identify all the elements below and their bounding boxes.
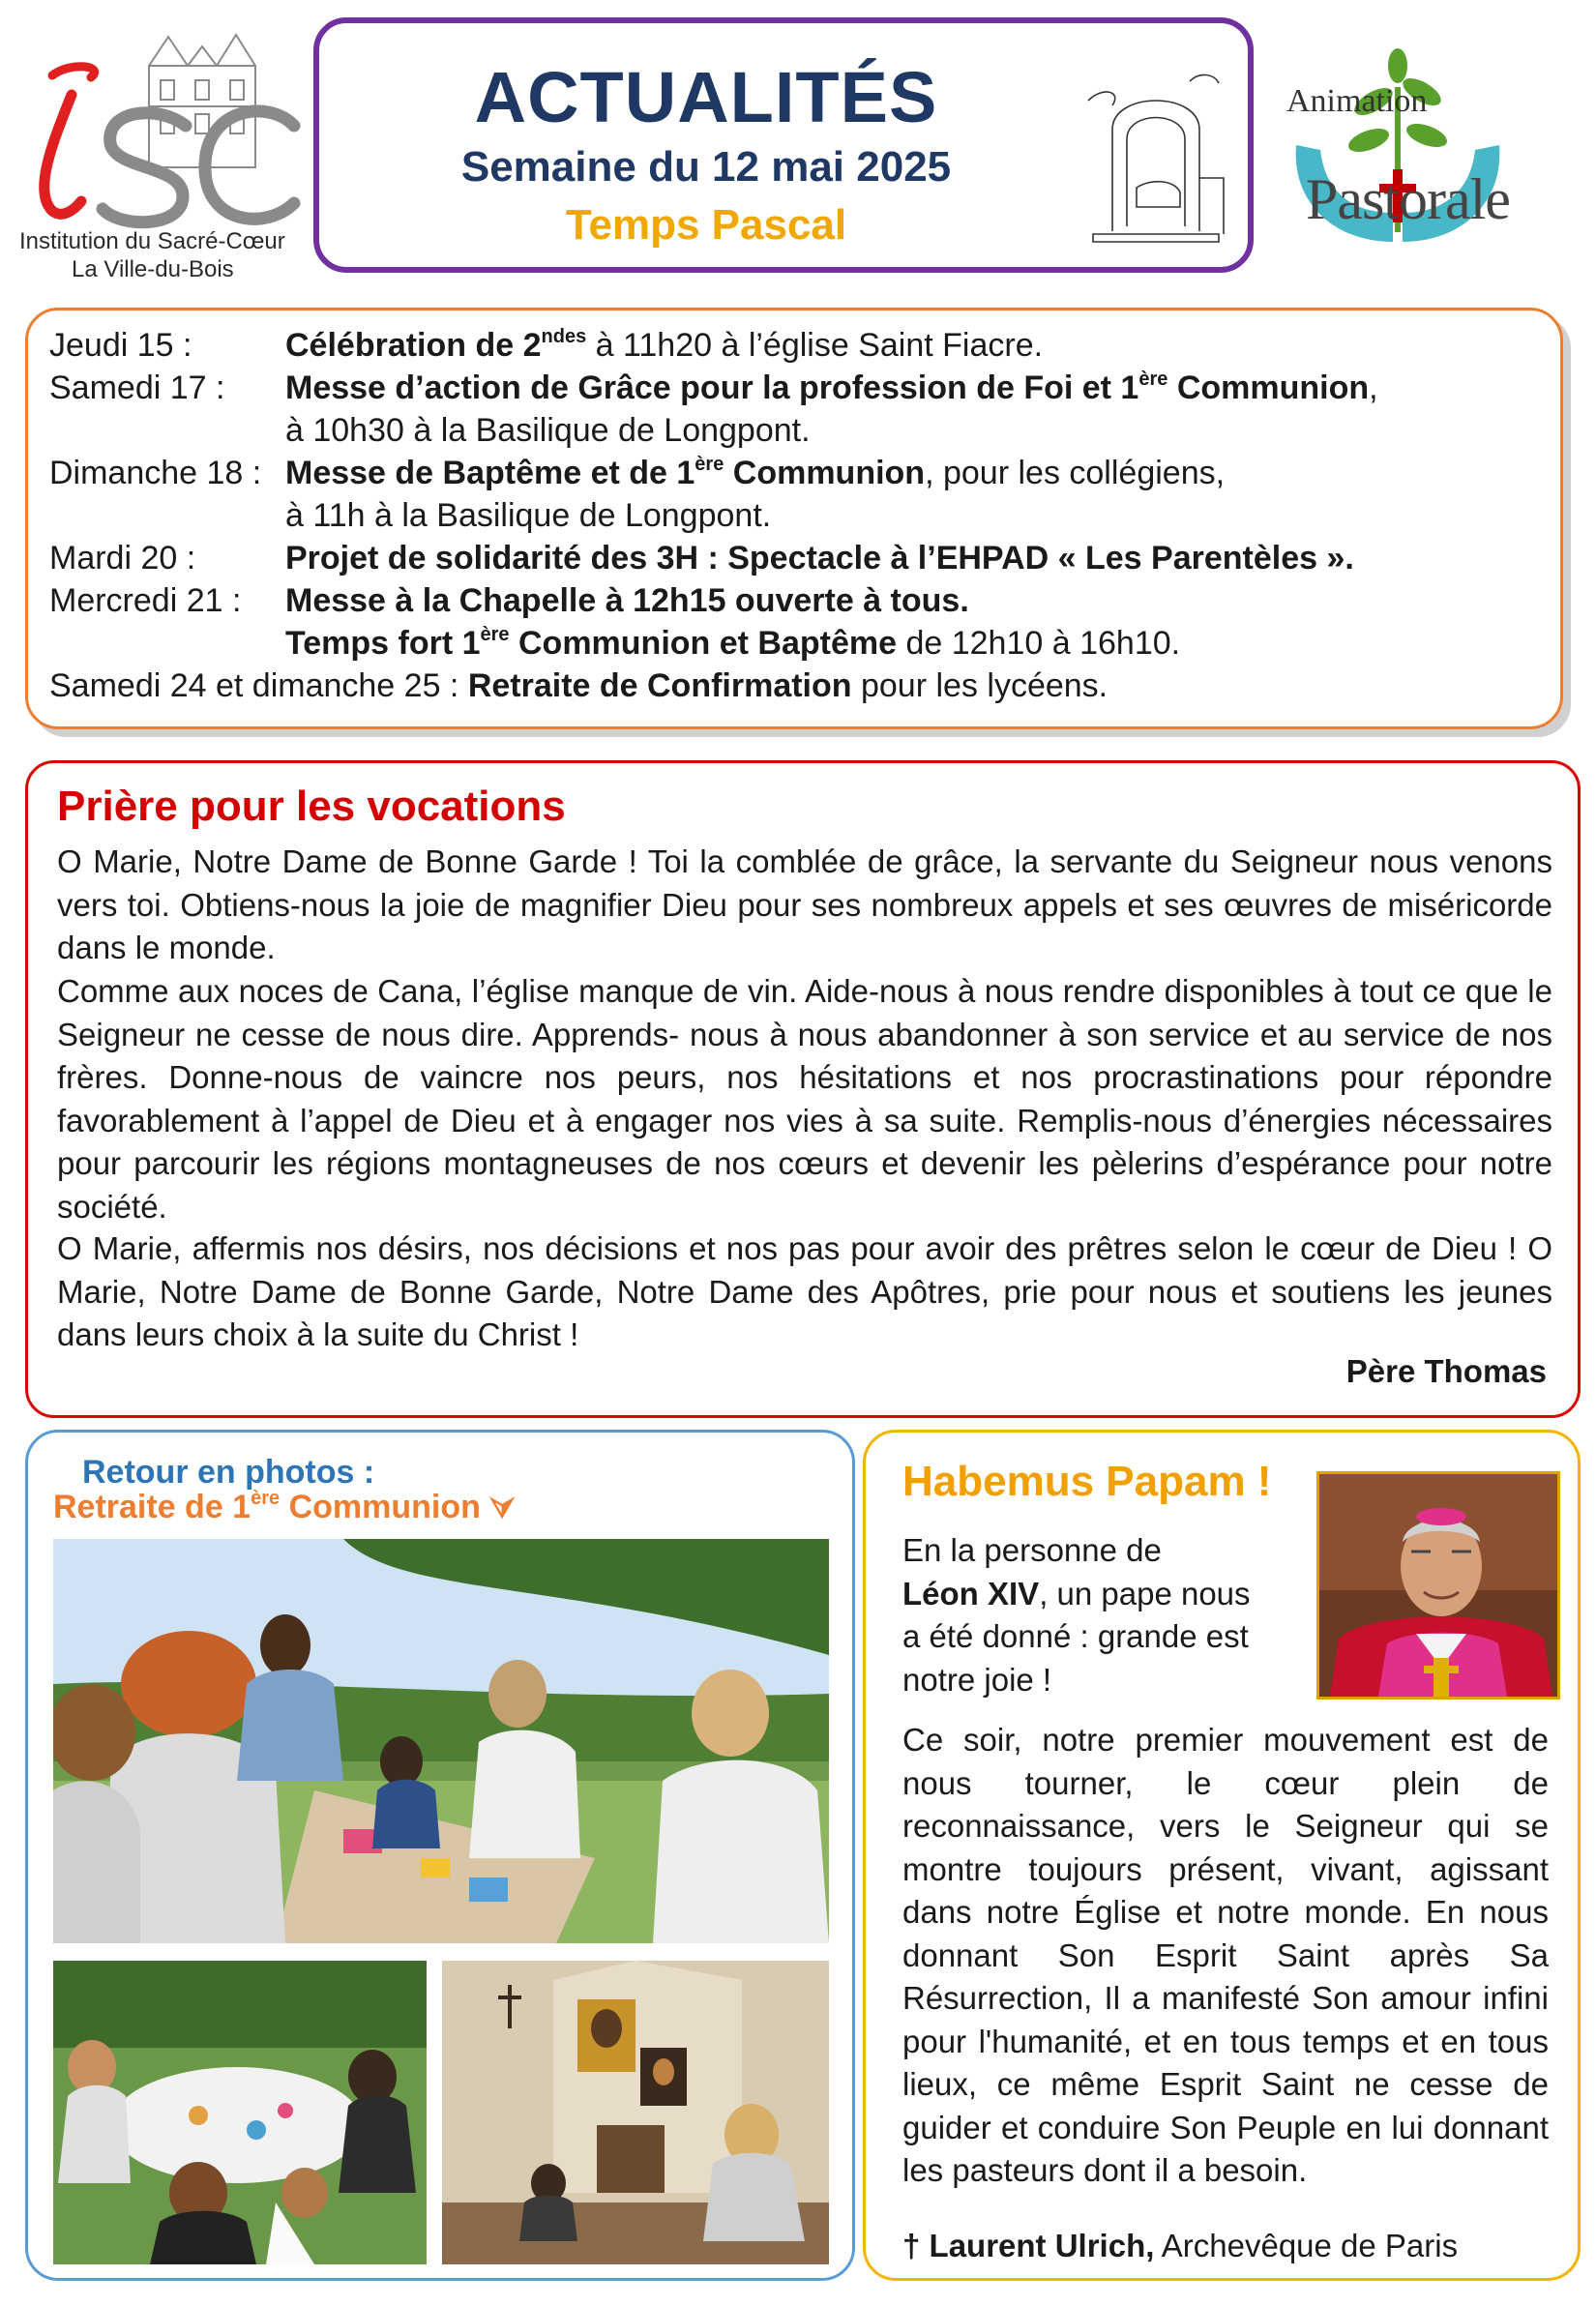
agenda-event: Messe à la Chapelle à 12h15 ouverte à tous. xyxy=(285,582,969,619)
agenda-event: Communion xyxy=(724,455,926,491)
habemus-intro xyxy=(902,1529,1270,1701)
prayer-paragraph-2: Comme aux noces de Cana, l’église manque de vin. Aide-nous à nous rendre disponibles à tout ce que le Seigneur ne cesse de nous dire. Apprends- nous à nous abandonner à son service et au service de nos frères. Donne-nous de vaincre nos peurs, nos hésitations et nos procrastinations pour répondre favorablement à l’appel de Dieu et à engager nos vies à sa suite. Remplis-nous d’énergies nécessaires pour parcourir les régions montagneuses de nos cœurs et devenir les pèlerins d’espérance pour notre société. xyxy=(57,973,1552,1225)
agenda-event: Messe de Baptême et de 1 xyxy=(285,455,695,491)
photo-outdoor-table xyxy=(53,1539,829,1943)
page-title: ACTUALITÉS xyxy=(474,57,938,137)
agenda-sup: ère xyxy=(695,454,724,475)
photos-box xyxy=(25,1430,855,2281)
retreat-group-photo xyxy=(53,1539,829,1943)
habemus-title: Habemus Papam ! xyxy=(902,1458,1272,1505)
agenda-event: Communion xyxy=(1167,370,1370,406)
isc-town: La Ville-du-Bois xyxy=(72,256,234,282)
retreat-prayer-room-photo xyxy=(442,1961,829,2264)
habemus-intro-text: En la personne de xyxy=(902,1532,1162,1568)
agenda-day: Samedi 24 et dimanche 25 : xyxy=(49,667,468,704)
isc-logo xyxy=(14,17,304,282)
agenda-sup: ère xyxy=(480,624,510,645)
prayer-signature: Père Thomas xyxy=(1345,1353,1547,1389)
agenda-day: Mardi 20 : xyxy=(49,540,196,576)
agenda-event: Communion et Baptême xyxy=(509,625,898,662)
agenda-detail: pour les lycéens. xyxy=(851,667,1108,704)
isc-institution-name: Institution du Sacré-Cœur xyxy=(19,228,285,254)
agenda-sup: ndes xyxy=(541,326,587,347)
agenda-detail: , xyxy=(1369,370,1378,406)
isc-letters-mark xyxy=(14,56,304,240)
arrow-down-icon: ⮛ xyxy=(489,1493,515,1524)
agenda-event: Célébration de 2 xyxy=(285,327,542,364)
agenda-detail: de 12h10 à 16h10. xyxy=(897,625,1181,662)
prayer-paragraph-1: O Marie, Notre Dame de Bonne Garde ! Toi la comblée de grâce, la servante du Seigneur nous venons vers toi. Obtiens-nous la joie de magnifier Dieu pour ses nombreux appels et ses œuvres de miséricorde dans le monde. xyxy=(57,843,1552,965)
agenda-row xyxy=(49,367,1539,409)
photos-subheading xyxy=(53,1489,515,1526)
agenda-detail: à 11h20 à l’église Saint Fiacre. xyxy=(586,327,1044,364)
photos-heading: Retour en photos : xyxy=(82,1454,375,1491)
empty-tomb-sketch-icon xyxy=(1083,62,1228,246)
agenda-sup: ère xyxy=(1138,369,1168,390)
prayer-box xyxy=(25,760,1581,1418)
habemus-text: Ce soir, notre premier mouvement est de nous tourner, le cœur plein de reconnaissance, vers le Seigneur qui se montre toujours présent, vivant, agissant dans notre Église et notre monde. En nous donnant Son Esprit Saint après Sa Résurrection, Il a manifesté Son amour infini pour l'humanité, et en tous temps et en tous lieux, ce même Esprit Saint ne cesse de guider et conduire Son Peuple en lui donnant les pasteurs dont il a besoin. xyxy=(902,1722,1549,2188)
liturgical-season: Temps Pascal xyxy=(565,201,847,249)
agenda-day: Samedi 17 : xyxy=(49,370,225,406)
agenda-row xyxy=(49,537,1354,579)
agenda-event: Temps fort 1 xyxy=(285,625,481,662)
pope-name: Léon XIV xyxy=(902,1575,1040,1611)
agenda-day: Jeudi 15 : xyxy=(49,327,192,364)
agenda-row xyxy=(49,579,969,622)
photos-subheading-sup: ère xyxy=(251,1488,281,1509)
agenda-box xyxy=(25,308,1563,729)
photos-subheading-text: Communion xyxy=(280,1489,481,1525)
agenda-event: Retraite de Confirmation xyxy=(467,667,852,704)
agenda-detail: à 10h30 à la Basilique de Longpont. xyxy=(285,412,811,449)
retreat-craft-photo xyxy=(53,1961,427,2264)
habemus-signature xyxy=(902,2228,1458,2264)
agenda-row xyxy=(49,324,1044,367)
agenda-day: Mercredi 21 : xyxy=(49,582,242,619)
agenda-row xyxy=(285,409,811,452)
habemus-intro-text: , un pape nous a été donné : grande est notre joie ! xyxy=(902,1575,1251,1698)
agenda-event: Projet de solidarité des 3H : Spectacle à l’EHPAD « Les Parentèles ». xyxy=(285,540,1354,576)
agenda-row xyxy=(49,452,1226,494)
pope-portrait xyxy=(1316,1471,1560,1700)
agenda-detail: à 11h à la Basilique de Longpont. xyxy=(285,497,772,534)
pastorale-logo-line1: Animation xyxy=(1286,83,1428,119)
signatory-name: Laurent Ulrich, xyxy=(929,2228,1155,2263)
week-subtitle: Semaine du 12 mai 2025 xyxy=(460,143,952,191)
habemus-box xyxy=(863,1430,1581,2281)
photo-craft-table xyxy=(53,1961,427,2264)
agenda-detail: , pour les collégiens, xyxy=(925,455,1226,491)
agenda-day: Dimanche 18 : xyxy=(49,455,262,491)
photo-prayer-room xyxy=(442,1961,829,2264)
agenda-row xyxy=(285,494,771,537)
agenda-row xyxy=(49,665,1108,707)
pastorale-logo xyxy=(1277,48,1567,251)
signatory-role: Archevêque de Paris xyxy=(1154,2228,1459,2263)
cross-glyph: † xyxy=(902,2228,930,2263)
prayer-paragraph-3: O Marie, affermis nos désirs, nos décisions et nos pas pour avoir des prêtres selon le cœur de Dieu ! O Marie, Notre Dame de Bonne Garde, Notre Dame des Apôtres, prie pour nous et soutiens les jeunes dans leurs choix à la suite du Christ ! xyxy=(57,1230,1552,1352)
agenda-row xyxy=(285,622,1180,665)
pastorale-logo-line2: Pastorale xyxy=(1306,167,1510,231)
pope-portrait-image xyxy=(1319,1474,1560,1700)
prayer-title: Prière pour les vocations xyxy=(57,783,566,830)
agenda-event: Messe d’action de Grâce pour la profession de Foi et 1 xyxy=(285,370,1139,406)
title-box xyxy=(313,17,1254,273)
photos-subheading-text: Retraite de 1 xyxy=(53,1489,251,1525)
